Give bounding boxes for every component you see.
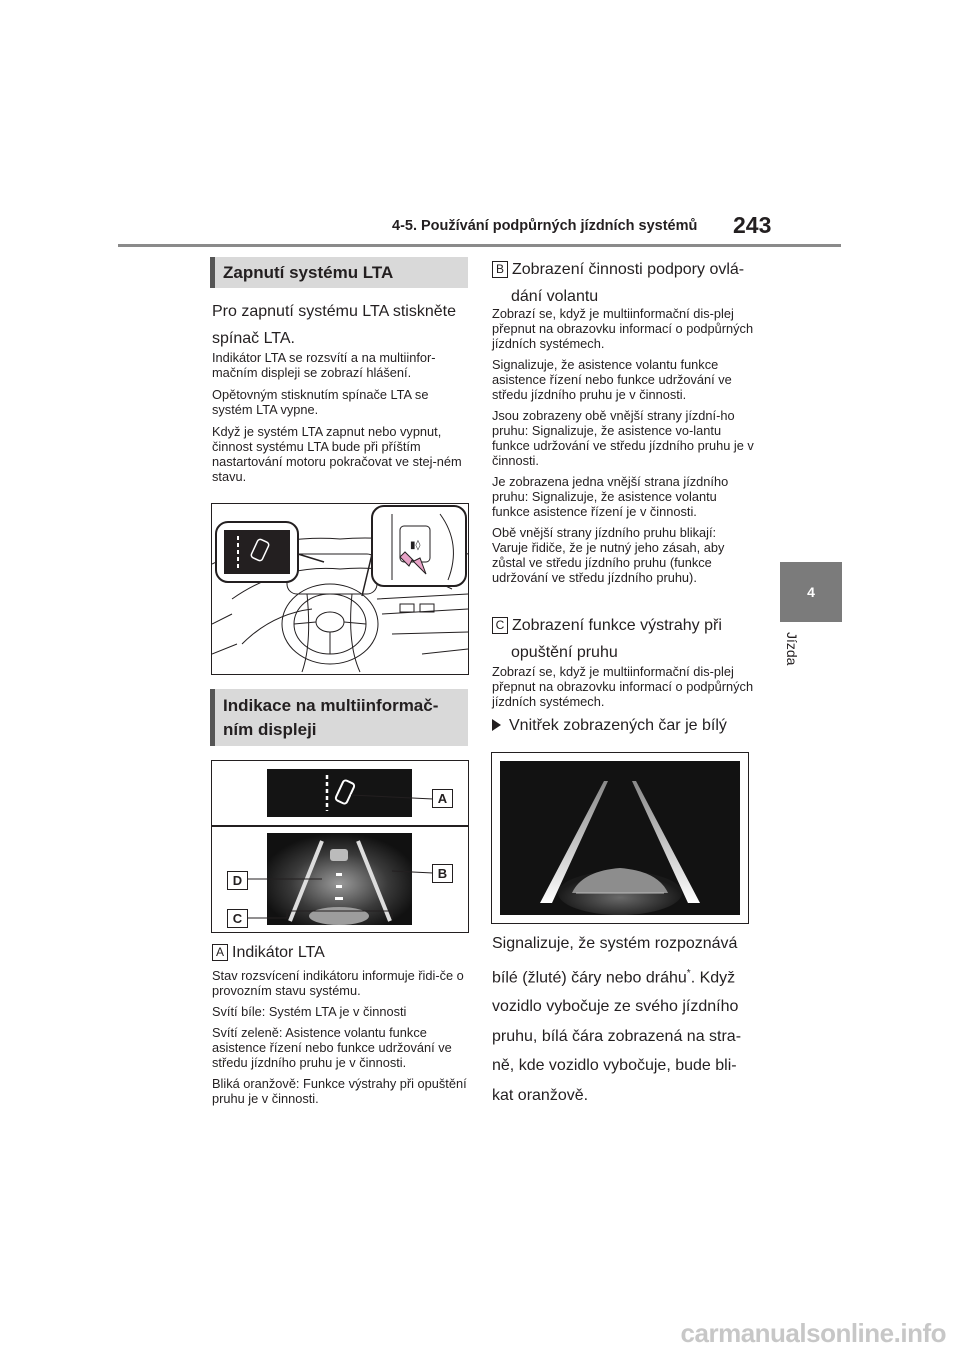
item-b-paragraphs: Zobrazí se, když je multiinformační dis-plej přepnut na obrazovku informací o podpůrných jízdních systémech. Signalizuje, že asistence volantu funkce asistence řízení nebo funkce udržování ve středu jízdního pruhu je v činnosti. Jsou zobrazeny obě vnější strany jízdní-ho pruhu: Signalizuje, že asistence vo-lantu funkce udržování ve středu jízdního pruhu je v činnosti. Je zobrazena jedna vnější strana jízdního pruhu: Signalizuje, že asistence volantu funkce asistence řízení je v činnosti. Obě vnější strany jízdního pruhu blikají: Varuje řidiče, že je nutný jeho zásah, aby zůstal ve středu jízdního pruhu (funkce udržování ve středu jízdního pruhu). [492,306,754,585]
lta-switch-illustration [211,503,469,675]
item-a-paragraphs: Stav rozsvícení indikátoru informuje řidi-če o provozním stavu systému. Svítí bíle: Systém LTA je v činnosti Svítí zeleně: Asistence volantu funkce asistence řízení nebo funkce udržování ve středu jízdního pruhu je v činnosti. Bliká oranžově: Funkce výstrahy při opuštění pruhu je v činnosti. [212,968,467,1106]
item-a-label-box: A [212,944,228,961]
figure-label-d: D [227,871,248,890]
watermark[interactable]: carmanualsonline.info [680,1318,946,1348]
enable-paragraphs: Indikátor LTA se rozsvítí a na multiinfor-mačním displeji se zobrazí hlášení. Opětovným stisknutím spínače LTA se systém LTA vypne. Když je systém LTA zapnut nebo vypnut, činnost systému LTA bude při příštím nastartování motoru pokračovat ve stej-ném stavu. [212,350,462,484]
page-number: 243 [733,212,772,238]
item-c-heading: C Zobrazení funkce výstrahy při opuštění pruhu [492,612,762,666]
figure-label-c: C [227,909,248,928]
section-title-indication: Indikace na multiinformač- ním displeji [210,689,468,746]
bottom-paragraph: Signalizuje, že systém rozpoznává bílé (žluté) čáry nebo dráhu*. Když vozidlo vybočuje ze svého jízdního pruhu, bílá čára zobrazená na stra- ně, kde vozidlo vybočuje, bude bli- kat oranžově. [492,935,742,1104]
bullet-arrow-icon [492,719,501,731]
header-divider [118,244,841,247]
item-b-heading: B Zobrazení činnosti podpory ovlá- dání volantu [492,256,762,310]
lane-drawing [492,753,748,923]
item-a-heading: A Indikátor LTA [212,939,472,966]
display-drawing [212,761,468,932]
item-c-label-box: C [492,617,508,634]
lane-display-figure [491,752,749,924]
enable-intro: Pro zapnutí systému LTA stiskněte spínač LTA. [212,303,456,347]
bullet-line: Vnitřek zobrazených čar je bílý [492,712,762,739]
chapter-label: Jízda [784,632,800,666]
item-c-paragraph: Zobrazí se, když je multiinformační dis-plej přepnut na obrazovku informací o podpůrných jízdních systémech. [492,664,754,709]
section-title-enable-lta: Zapnutí systému LTA [210,257,468,288]
figure-label-b: B [432,864,453,883]
multi-info-display-figure [211,760,469,933]
dashboard-drawing [212,504,468,674]
svg-text:▮◊: ▮◊ [410,540,421,551]
item-b-label-box: B [492,261,508,278]
figure-label-a: A [432,789,453,808]
chapter-tab: 4 [780,562,842,622]
section-header: 4-5. Používání podpůrných jízdních systémů [392,218,698,234]
